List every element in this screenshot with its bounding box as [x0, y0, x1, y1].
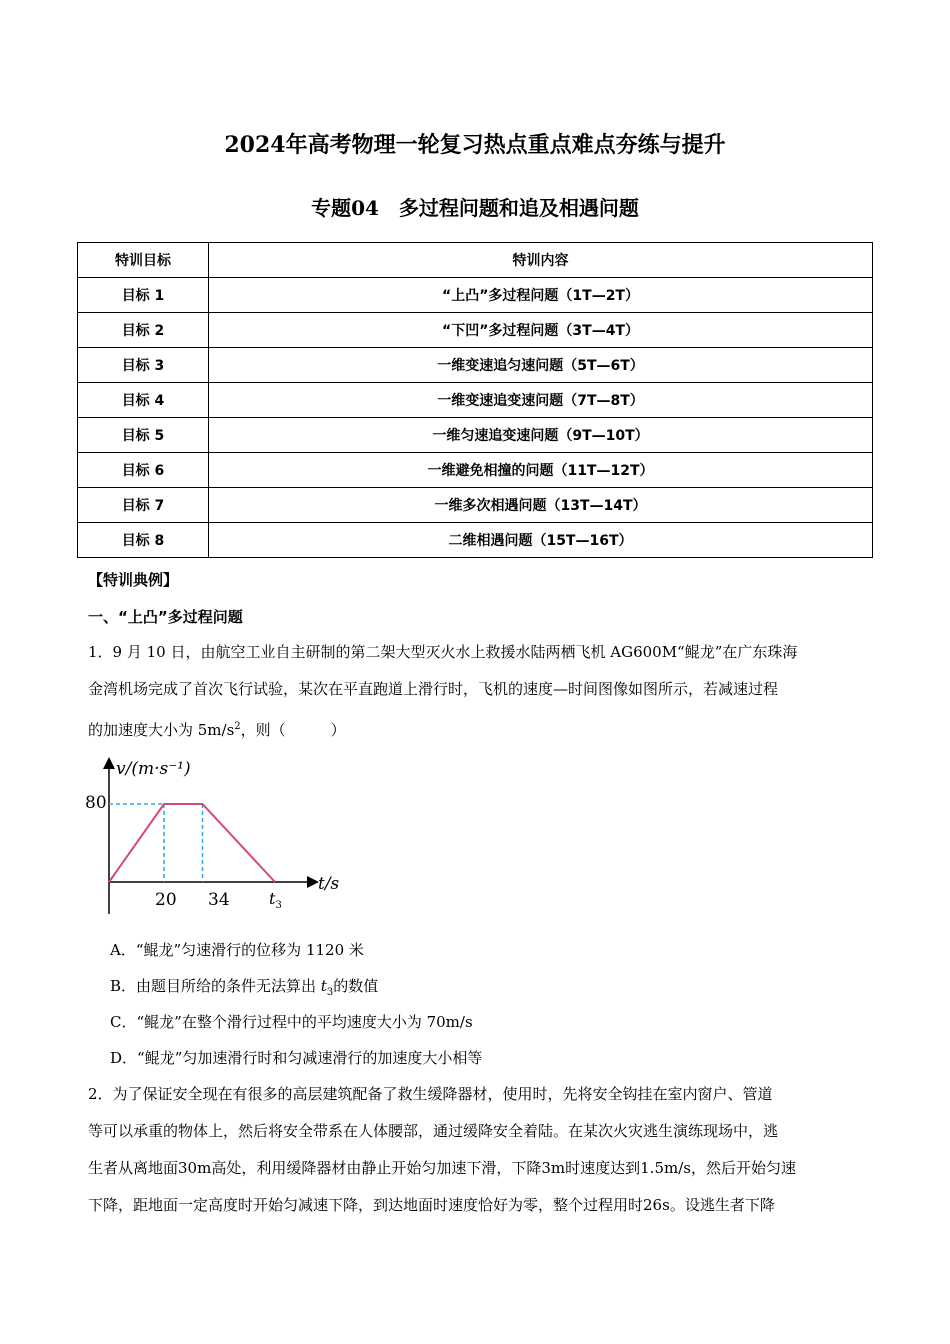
table-cell-goal: 目标 6 — [78, 453, 209, 488]
table-cell-content: 一维多次相遇问题（13T—14T） — [209, 488, 873, 523]
q2-text: 时速度达到 — [565, 1159, 641, 1177]
table-row — [78, 523, 873, 558]
q2-line — [88, 1187, 863, 1224]
option-c: C．“鲲龙”在整个滑行过程中的平均速度大小为 70m/s — [110, 1013, 473, 1031]
q2-text: 高处，利用缓降器材由静止开始匀加速下滑，下降 — [211, 1159, 542, 1177]
x-tick-label: 20 — [155, 890, 177, 910]
table-cell-goal: 目标 4 — [78, 383, 209, 418]
training-plan-table — [77, 242, 873, 558]
option-b-variable: t — [320, 977, 327, 995]
option-b — [110, 975, 378, 998]
table-cell-content: 一维避免相撞的问题（11T—12T） — [209, 453, 873, 488]
table-header-goal: 特训目标 — [78, 243, 209, 278]
question-2-stem — [88, 1076, 863, 1224]
y-axis-label: v/(m·s⁻¹) — [116, 759, 191, 779]
q1-line3-text: 的加速度大小为 5m/s — [88, 721, 235, 739]
table-cell-content: 一维匀速追变速问题（9T—10T） — [209, 418, 873, 453]
table-row — [78, 383, 873, 418]
q2-text: ，然后开始匀速 — [690, 1159, 796, 1177]
q2-line — [88, 1150, 863, 1187]
table-cell-goal: 目标 3 — [78, 348, 209, 383]
velocity-series-line — [109, 804, 275, 882]
table-cell-goal: 目标 5 — [78, 418, 209, 453]
document-subtitle: 专题04 多过程问题和追及相遇问题 — [311, 196, 639, 220]
table-row — [78, 313, 873, 348]
table-row — [78, 488, 873, 523]
q2-text: 生者从离地面 — [88, 1159, 179, 1177]
option-a: A．“鲲龙”匀速滑行的位移为 1120 米 — [110, 941, 364, 959]
x-axis-label: t/s — [318, 874, 340, 894]
table-row — [78, 348, 873, 383]
option-d: D．“鲲龙”匀加速滑行时和匀减速滑行的加速度大小相等 — [110, 1049, 483, 1067]
table-cell-goal: 目标 1 — [78, 278, 209, 313]
table-header-row — [78, 243, 873, 278]
q2-quantity: 1.5m/s — [640, 1159, 691, 1177]
table-cell-goal: 目标 8 — [78, 523, 209, 558]
velocity-time-graph — [85, 752, 358, 922]
q1-line: 1．9 月 10 日，由航空工业自主研制的第二架大型灭火水上救援水陆两栖飞机 AG600M“鲲龙”在广东珠海 — [88, 643, 798, 661]
table-cell-goal: 目标 7 — [78, 488, 209, 523]
table-row — [78, 278, 873, 313]
option-b-subscript: 3 — [326, 987, 334, 998]
table-row — [78, 453, 873, 488]
table-cell-content: 二维相遇问题（15T—16T） — [209, 523, 873, 558]
q2-quantity: 30m — [178, 1159, 212, 1177]
table-cell-content: 一维变速追变速问题（7T—8T） — [209, 383, 873, 418]
question-1-stem — [88, 634, 863, 749]
q2-text: 。设逃生者下降 — [669, 1196, 775, 1214]
table-cell-content: “下凹”多过程问题（3T—4T） — [209, 313, 873, 348]
q2-text: 下降，距地面一定高度时开始匀减速下降，到达地面时速度恰好为零，整个过程用时 — [88, 1196, 644, 1214]
q2-quantity: 26s — [643, 1196, 670, 1214]
table-cell-content: 一维变速追匀速问题（5T—6T） — [209, 348, 873, 383]
table-row — [78, 418, 873, 453]
q2-quantity: 3m — [541, 1159, 566, 1177]
q1-line: 金湾机场完成了首次飞行试验，某次在平直跑道上滑行时，飞机的速度—时间图像如图所示，若减速过程 — [88, 680, 779, 698]
part1-heading: 一、“上凸”多过程问题 — [88, 608, 243, 626]
q1-line3-exponent: 2 — [234, 721, 241, 732]
option-b-text: B．由题目所给的条件无法算出 — [110, 977, 321, 995]
option-b-tail: 的数值 — [333, 977, 379, 995]
q2-line: 等可以承重的物体上，然后将安全带系在人体腰部，通过缓降安全着陆。在某次火灾逃生演练现场中，逃 — [88, 1122, 779, 1140]
document-title: 2024年高考物理一轮复习热点重点难点夯练与提升 — [224, 132, 726, 158]
x-tick-label-t3: $t_3$ — [269, 889, 282, 911]
table-cell-content: “上凸”多过程问题（1T—2T） — [209, 278, 873, 313]
x-tick-label: 34 — [208, 890, 230, 910]
table-cell-goal: 目标 2 — [78, 313, 209, 348]
y-tick-label: 80 — [85, 793, 107, 813]
q1-line — [88, 708, 863, 749]
table-header-content: 特训内容 — [209, 243, 873, 278]
examples-heading: 【特训典例】 — [88, 571, 179, 589]
q1-line3-tail: ，则（ ） — [240, 721, 346, 739]
q2-line: 2．为了保证安全现在有很多的高层建筑配备了救生缓降器材，使用时，先将安全钩挂在室内窗户、管道 — [88, 1085, 773, 1103]
